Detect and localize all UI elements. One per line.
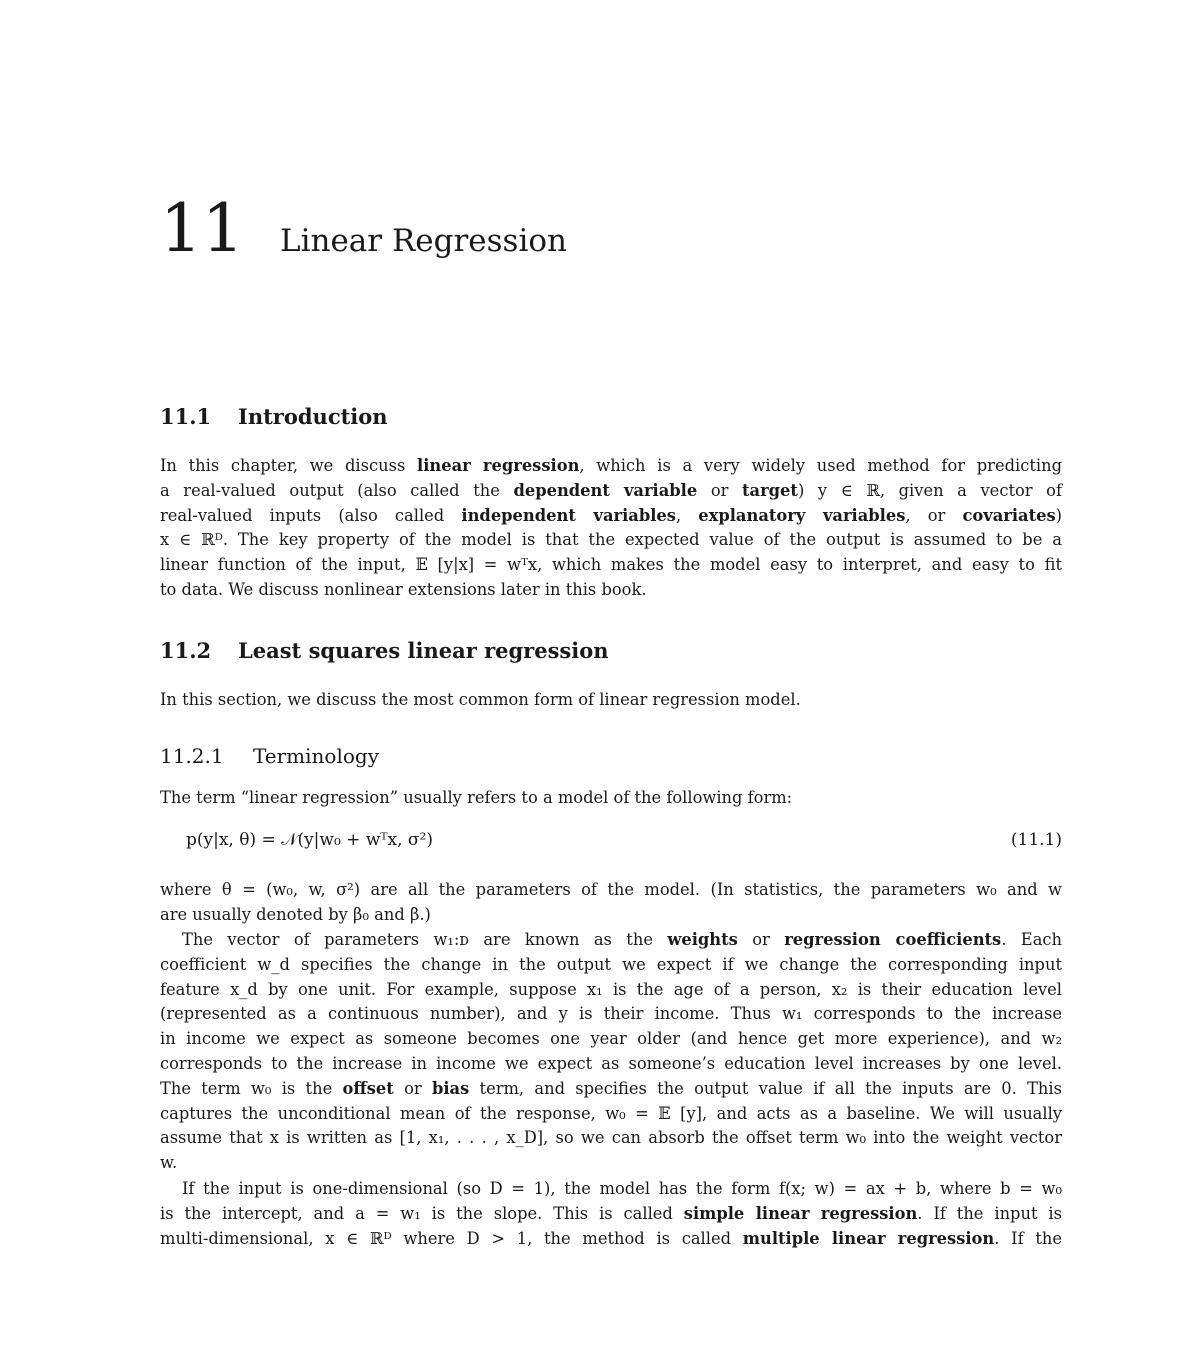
text-run: a real-valued output (also called the xyxy=(160,480,514,500)
text-line: linear function of the input, 𝔼 [y|x] = wᵀx, which makes the model easy to interpret, and easy to fit xyxy=(160,555,1062,575)
text-line: x ∈ ℝᴰ. The key property of the model is that the expected value of the output is assumed to be a xyxy=(160,530,1062,550)
text-run: The vector of parameters w₁:ᴅ are known as the xyxy=(182,930,668,949)
chapter-number: 11 xyxy=(160,190,244,267)
section-heading-introduction xyxy=(160,404,388,429)
text-run: . Each xyxy=(1001,930,1062,949)
text-line: (represented as a continuous number), and y is their income. Thus w₁ corresponds to the increase xyxy=(160,1004,1062,1024)
subsection-heading-terminology xyxy=(160,744,379,768)
text-line: coefficient w_d specifies the change in the output we expect if we change the corresponding input xyxy=(160,954,1062,974)
text-run: or xyxy=(393,1078,432,1098)
term-bias: bias xyxy=(431,1078,470,1098)
text-run: In this chapter, we discuss xyxy=(160,456,418,475)
text-line: are usually denoted by β₀ and β.) xyxy=(160,904,431,924)
text-run: term, and specifies the output value if all the inputs are 0. This xyxy=(469,1078,1062,1098)
text-line: In this section, we discuss the most common form of linear regression model. xyxy=(160,690,801,709)
text-run: , xyxy=(675,505,699,525)
chapter-heading xyxy=(160,190,568,267)
text-run: , or xyxy=(905,505,963,525)
text-line: corresponds to the increase in income we expect as someone’s education level increases by one level. xyxy=(160,1053,1062,1073)
section-heading-least-squares xyxy=(160,638,609,663)
text-line: in income we expect as someone becomes one year older (and hence get more experience), and w₂ xyxy=(160,1029,1062,1049)
term-independent-variables: independent variables xyxy=(461,505,676,525)
equation-body: p(y|x, θ) = 𝒩(y|w₀ + wᵀx, σ²) xyxy=(186,830,433,850)
text-run: or xyxy=(697,480,743,500)
section-number: 11.2 xyxy=(160,638,212,663)
term-linear-regression: linear regression xyxy=(417,456,580,475)
term-regression-coefficients: regression coefficients xyxy=(784,930,1002,949)
text-run: or xyxy=(737,930,785,949)
text-run: . If the input is xyxy=(917,1203,1062,1223)
weights-paragraph xyxy=(160,928,1062,1176)
equation-number: (11.1) xyxy=(1010,830,1062,850)
term-weights: weights xyxy=(667,930,738,949)
text-run: ) y ∈ ℝ, given a vector of xyxy=(797,480,1062,500)
term-explanatory-variables: explanatory variables xyxy=(698,505,906,525)
text-line: where θ = (w₀, w, σ²) are all the parameters of the model. (In statistics, the parameters w₀ and w xyxy=(160,880,1062,899)
text-line: captures the unconditional mean of the response, w₀ = 𝔼 [y], and acts as a baseline. We will usually xyxy=(160,1103,1062,1123)
text-run: multi-dimensional, x ∈ ℝᴰ where D > 1, the method is called xyxy=(160,1228,743,1248)
text-run: is the intercept, and a = w₁ is the slope. This is called xyxy=(160,1203,684,1223)
equation-11-1 xyxy=(186,830,1062,850)
term-offset: offset xyxy=(342,1078,394,1098)
text-run: . If the xyxy=(994,1228,1062,1248)
section-title: Introduction xyxy=(238,404,388,429)
least-squares-lead xyxy=(160,688,1062,713)
text-line: The term “linear regression” usually refers to a model of the following form: xyxy=(160,788,793,807)
term-dependent-variable: dependent variable xyxy=(513,480,698,500)
section-title: Least squares linear regression xyxy=(238,638,609,663)
chapter-title: Linear Regression xyxy=(279,223,568,259)
text-line: If the input is one-dimensional (so D = 1), the model has the form f(x; w) = ax + b, where b = w₀ xyxy=(182,1179,1062,1198)
text-line: feature x_d by one unit. For example, suppose x₁ is the age of a person, x₂ is their education level xyxy=(160,979,1062,999)
text-line: to data. We discuss nonlinear extensions later in this book. xyxy=(160,579,647,599)
text-run: ) xyxy=(1055,505,1062,525)
terminology-lead xyxy=(160,786,1062,811)
text-run: , which is a very widely used method for predicting xyxy=(579,456,1062,475)
text-line: w. xyxy=(160,1153,178,1173)
term-target: target xyxy=(742,480,798,500)
page xyxy=(160,0,1062,1350)
text-line: assume that x is written as [1, x₁, . . . , x_D], so we can absorb the offset term w₀ into the weight vector xyxy=(160,1128,1062,1148)
parameters-paragraph xyxy=(160,878,1062,928)
subsection-title: Terminology xyxy=(253,744,380,768)
text-run: real-valued inputs (also called xyxy=(160,505,462,525)
introduction-paragraph xyxy=(160,454,1062,603)
subsection-number: 11.2.1 xyxy=(160,744,224,768)
term-multiple-linear-regression: multiple linear regression xyxy=(742,1228,995,1248)
text-run: The term w₀ is the xyxy=(160,1078,343,1098)
section-number: 11.1 xyxy=(160,404,212,429)
term-covariates: covariates xyxy=(962,505,1056,525)
term-simple-linear-regression: simple linear regression xyxy=(683,1203,918,1223)
simple-regression-paragraph xyxy=(160,1177,1062,1251)
